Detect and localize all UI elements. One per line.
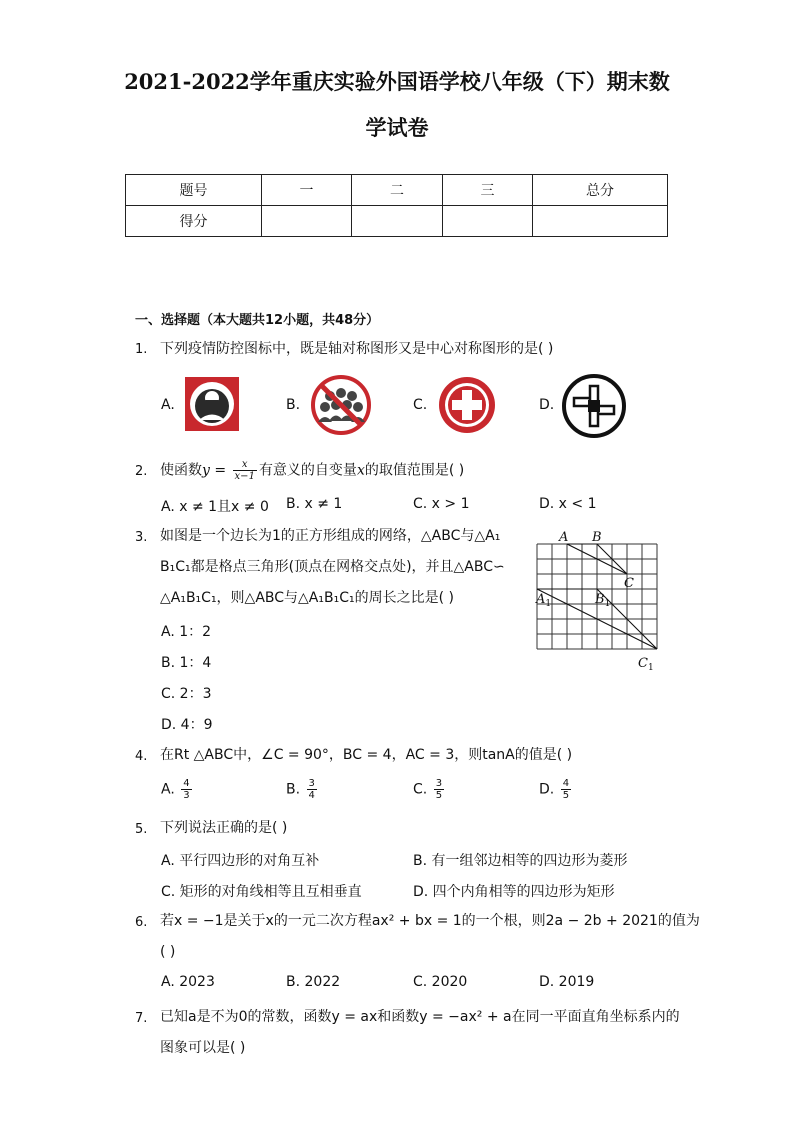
fraction-numerator: 3 [308,778,315,789]
score-table-score-row [126,206,668,237]
label-subscript: 1 [604,599,611,609]
option-label: C. 2：3 [161,686,212,702]
option-label: A. [161,781,175,798]
option-label: A. [161,397,175,413]
medical-cross-icon [437,375,497,435]
grid-figure [527,528,663,676]
fraction-denominator: 5 [435,790,443,801]
question-text-line: 如图是一个边长为1的正方形组成的网络，△ABC与△A₁ [160,528,501,544]
page-title-line2: 学试卷 [365,115,429,140]
label-subscript: 1 [545,599,552,609]
option-label: A. 平行四边形的对角互补 [161,853,320,869]
point-label-b1 [594,592,610,609]
score-header-cell: 一 [262,175,352,206]
math-fragment: y = [202,462,231,479]
fraction-numerator: 4 [562,778,570,789]
score-header-cell: 题号 [126,175,262,206]
option-label: B. [286,781,301,798]
option-label: B. 有一组邻边相等的四边形为菱形 [413,853,628,869]
option-label: C. [413,781,428,798]
option-label: C. 2020 [413,974,468,990]
option-fraction [413,778,446,801]
option-label: D. x < 1 [539,496,597,512]
option-label: A. x ≠ 1且x ≠ 0 [161,499,269,515]
option-label: B. 1：4 [161,655,212,671]
option-label: D. 四个内角相等的四边形为矩形 [413,884,615,900]
text-fragment: 有意义的自变量 [258,462,357,479]
fraction-numerator: 3 [435,778,443,789]
question-text: 在Rt △ABC中，∠C = 90°，BC = 4，AC = 3，则tanA的值是( ) [160,747,573,763]
option-fraction [539,778,573,801]
question-text-line: ( ) [160,944,176,960]
score-cell-empty [533,206,668,237]
score-header-cell: 二 [352,175,443,206]
fraction-denominator: 3 [183,790,190,801]
point-label-c1 [638,656,654,673]
option-label: C. 矩形的对角线相等且互相垂直 [161,884,362,900]
option-label: B. [286,397,301,413]
fraction [307,778,317,801]
label-letter: A [536,592,546,607]
question-text-line: B₁C₁都是格点三角形(顶点在网格交点处)，并且△ABC∽ [160,559,505,575]
option-label: C. [413,397,428,413]
question-number: 2. [135,464,148,479]
fraction-denominator: 5 [562,790,570,801]
question-text-line: 若x = −1是关于x的一元二次方程ax² + bx = 1的一个根，则2a − 2b + 2021的值为 [160,913,700,929]
fraction-denominator: x−1 [234,471,255,482]
question-text-line: △A₁B₁C₁，则△ABC与△A₁B₁C₁的周长之比是( ) [160,590,454,606]
label-letter: C [638,656,648,671]
option-label: D. 2019 [539,974,595,990]
point-label-b: B [592,530,602,545]
option-label: B. 2022 [286,974,341,990]
score-header-cell: 三 [443,175,533,206]
score-cell-empty [352,206,443,237]
question-text: 下列疫情防控图标中，既是轴对称图形又是中心对称图形的是( ) [160,341,554,357]
question-number: 3. [135,530,148,545]
option-label: D. [539,397,555,413]
no-crowd-icon [310,374,372,436]
question-text [160,459,464,482]
question-number: 5. [135,822,148,837]
option-fraction [286,778,319,801]
question-text-line: 图象可以是( ) [160,1040,246,1056]
score-row-label: 得分 [126,206,262,237]
score-header-cell: 总分 [533,175,668,206]
score-cell-empty [262,206,352,237]
option-label: A. 2023 [161,974,215,990]
fraction [181,778,191,801]
question-number: 4. [135,749,148,764]
text-fragment: 使函数 [160,462,202,479]
fraction-numerator: x [233,459,257,471]
score-table [125,174,668,237]
score-table-header-row [126,175,668,206]
math-fragment: x [356,462,365,479]
question-number: 7. [135,1011,148,1026]
fraction-numerator: 4 [183,778,190,789]
option-label: D. 4：9 [161,717,213,733]
point-label-c: C [624,576,634,591]
question-number: 1. [135,342,148,357]
text-fragment: 的取值范围是( ) [364,462,465,479]
label-letter: B [595,592,605,607]
option-label: C. x > 1 [413,496,470,512]
score-cell-empty [443,206,533,237]
option-label: B. x ≠ 1 [286,496,343,512]
question-text-line: 已知a是不为0的常数，函数y = ax和函数y = −ax² + a在同一平面直角坐标系内的 [160,1009,680,1025]
mask-person-icon [184,376,240,432]
option-label: D. [539,781,555,798]
fraction [233,459,257,482]
joined-hands-icon [562,374,626,438]
question-text: 下列说法正确的是( ) [160,820,288,836]
option-label: A. 1：2 [161,624,212,640]
section-heading: 一、选择题（本大题共12小题，共48分） [135,313,380,328]
fraction [561,778,571,801]
fraction-denominator: 4 [308,790,315,801]
point-label-a: A [559,530,569,545]
label-subscript: 1 [647,663,654,673]
option-fraction [161,778,194,801]
page-title-line1: 2021-2022学年重庆实验外国语学校八年级（下）期末数 [124,69,670,94]
fraction [434,778,444,801]
question-number: 6. [135,915,148,930]
